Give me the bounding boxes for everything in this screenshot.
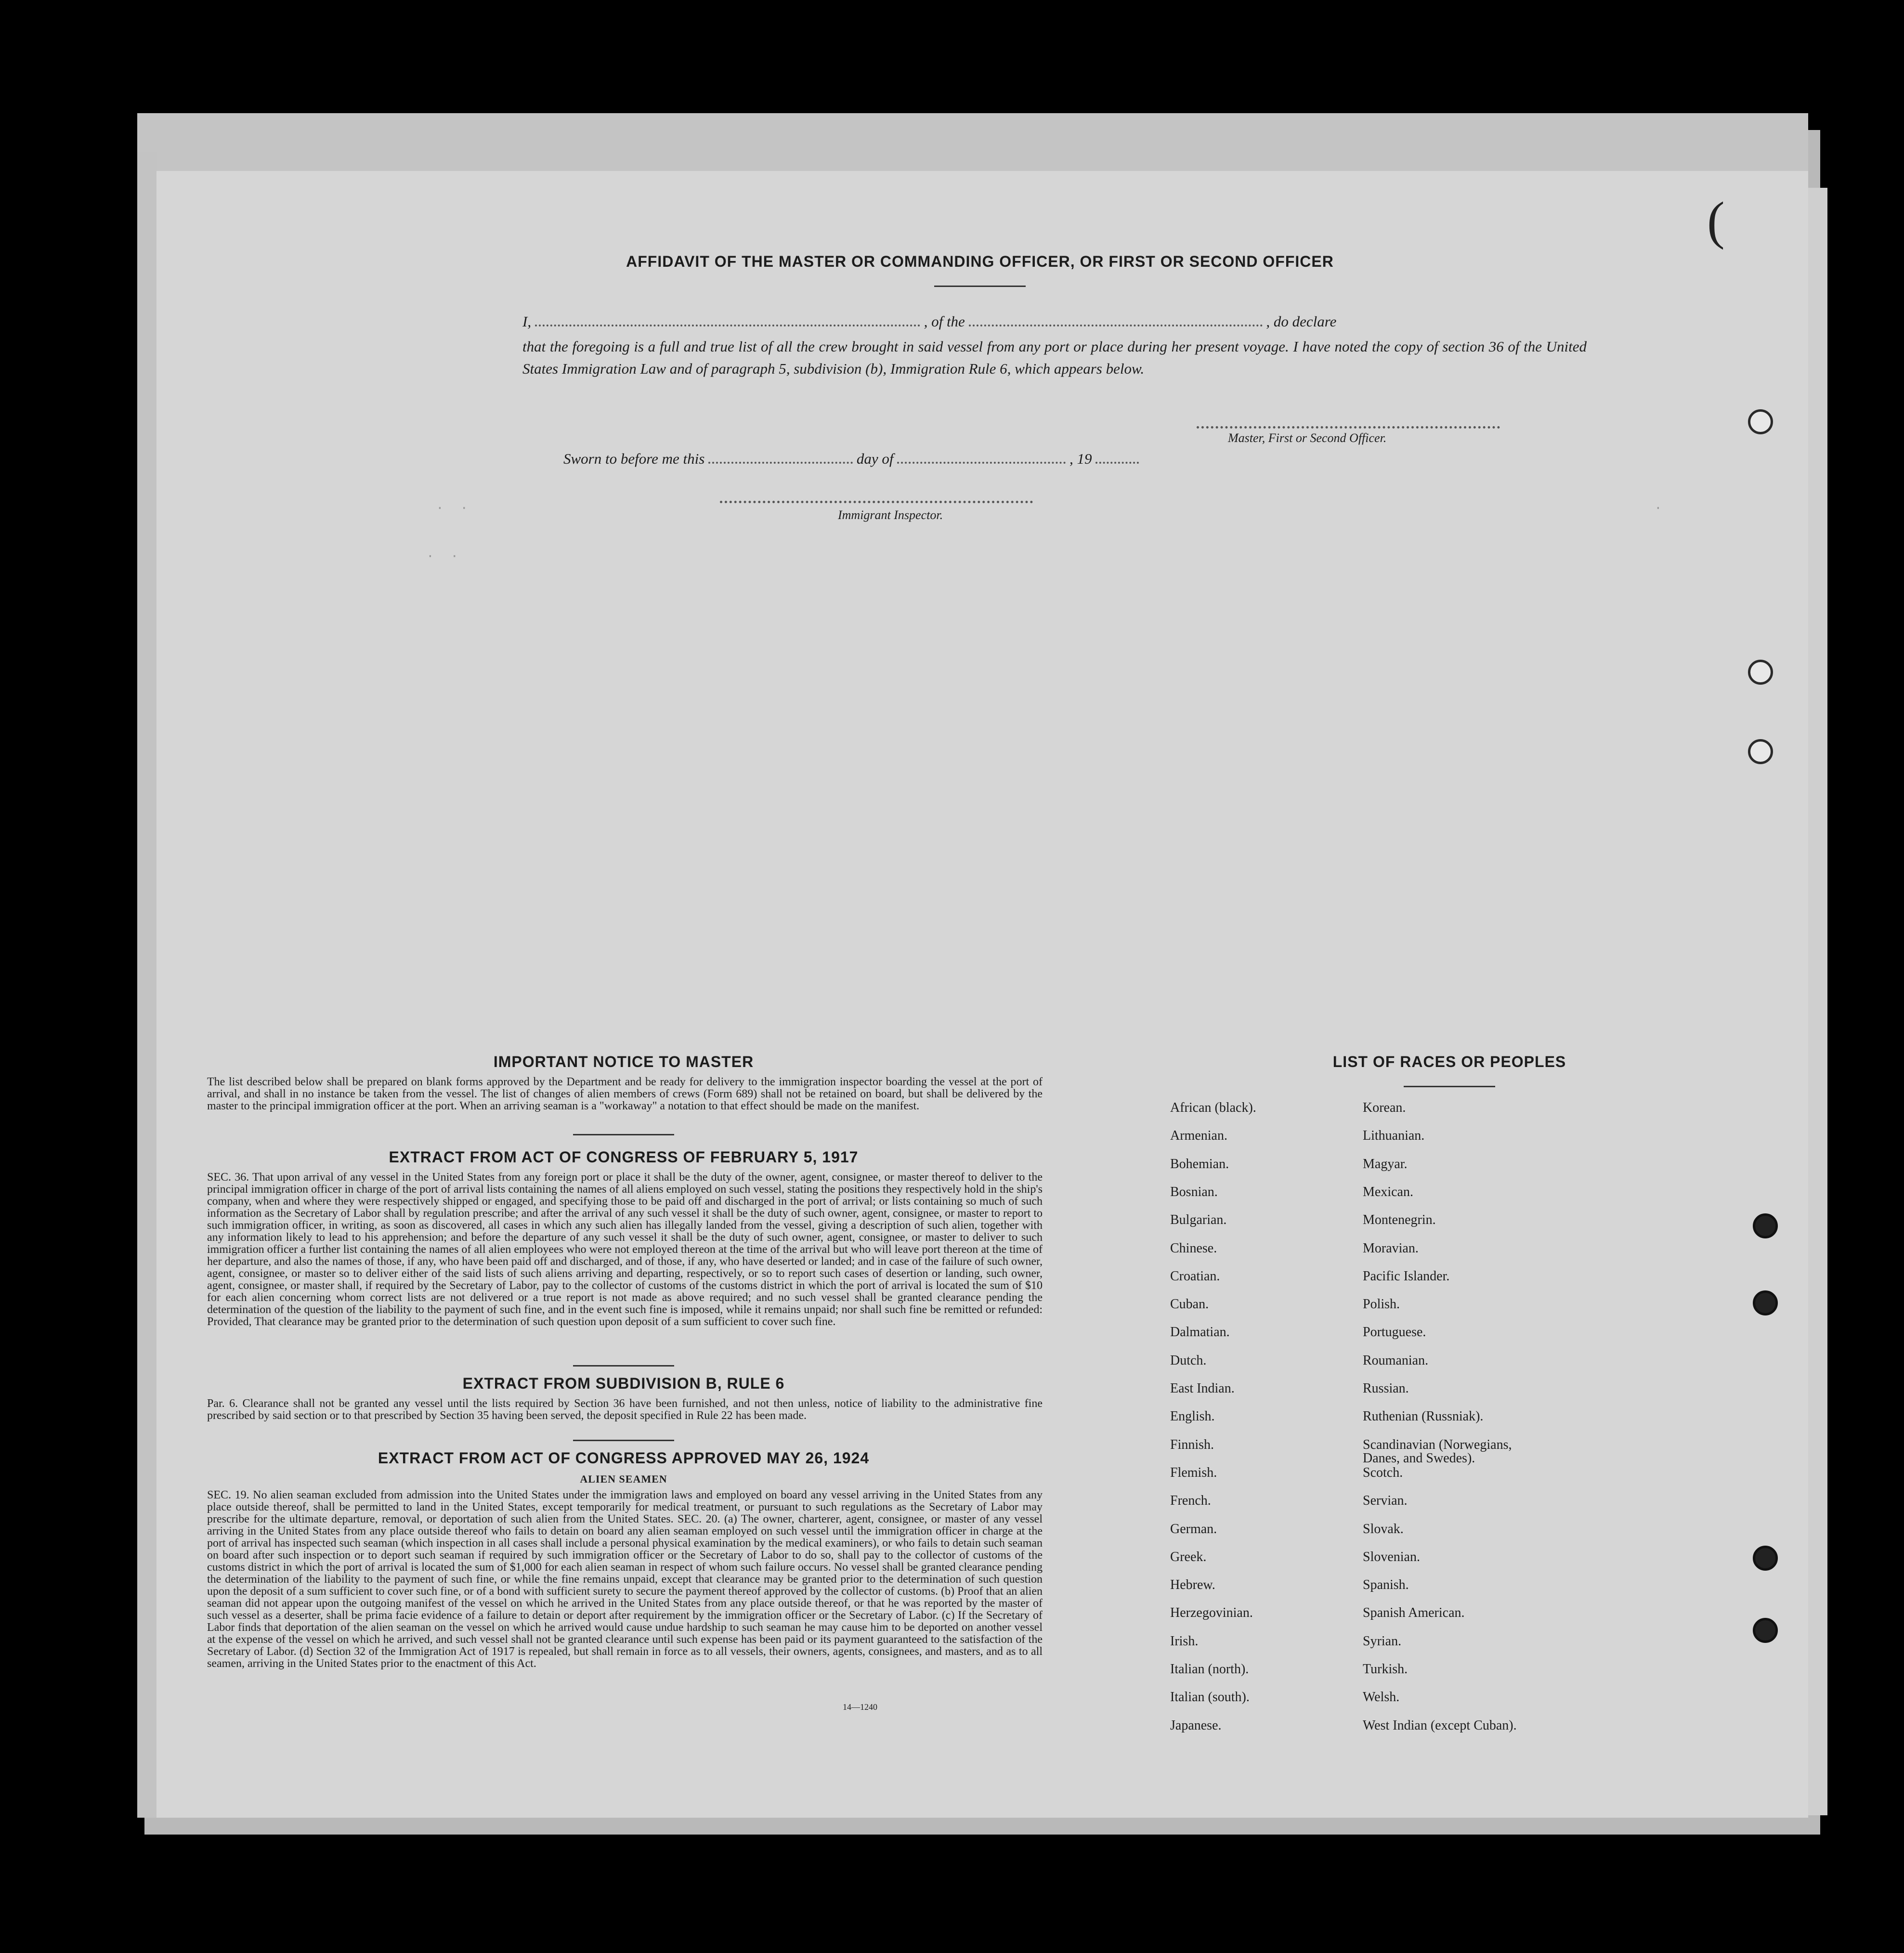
race-item: Pacific Islander. — [1363, 1268, 1450, 1284]
declarant-label: I, — [522, 313, 532, 330]
race-item: Bosnian. — [1170, 1184, 1218, 1199]
top-fold — [137, 113, 1808, 171]
extract-1917-title: EXTRACT FROM ACT OF CONGRESS OF FEBRUARY 5, 1917 — [389, 1148, 859, 1166]
left-edge — [137, 152, 156, 1818]
extract-1917-text: SEC. 36. That upon arrival of any vessel in the United States from any foreign port or place it shall be the duty of the owner, agent, consignee, or master thereof to deliver to the principal immigration officer in charge of the port of arrival lists containing the names of all aliens employed on such vessel, stating the positions they respectively hold in the ship's company, when and where they were respectively shipped or engaged, and specifying those to be paid off and discharged in the port of arrival; or lists containing so much of such information as the Secretary of Labor shall by regulation prescribe; and after the arrival of any such vessel it shall be the duty of such owner, agent, consignee, or master to report to such immigration officer, in writing, as soon as discovered, all cases in which any such alien has illegally landed from the vessel, giving a description of such alien, together with any information likely to lead to his apprehension; and before the departure of any such vessel it shall be the duty of such owner, agent, consignee, or master to deliver to such immigration officer a further list containing the names of all alien employees who were not employed thereon at the time of the arrival but who will leave port thereon at the time of her departure, and also the names of those, if any, who have been paid off and discharged, and of those, if any, who have deserted or landed; and in case of the failure of such owner, agent, consignee, or master so to deliver either of the said lists of such aliens arriving and departing, respectively, or so to report such cases of desertion or landing, such owner, agent, consignee, or master shall, if required by the Secretary of Labor, pay to the collector of customs of the customs district in which the port of arrival is located the sum of $10 for each alien concerning whom correct lists are not delivered or a true report is not made as above required; and no such vessel shall be granted clearance pending the determination of the question of the liability to the payment of such fine, and in the event such fine is imposed, while it remains unpaid; nor shall such fine be remitted or refunded: Provided, That clearance may be granted prior to the determination of such question upon deposit of a sum sufficient to cover such fine. — [207, 1171, 1043, 1328]
race-item: Italian (north). — [1170, 1662, 1249, 1677]
signature-line — [1197, 426, 1500, 429]
punch-hole-icon — [1748, 409, 1773, 434]
race-item: Japanese. — [1170, 1718, 1222, 1733]
punch-hole-icon — [1748, 660, 1773, 685]
race-item: Hebrew. — [1170, 1577, 1215, 1593]
punch-hole-icon — [1753, 1546, 1778, 1571]
punch-hole-icon — [1753, 1213, 1778, 1238]
day-of-label: day of — [856, 450, 894, 467]
race-item: Dalmatian. — [1170, 1325, 1230, 1340]
race-item: Irish. — [1170, 1633, 1199, 1649]
declare-label: , do declare — [1266, 313, 1337, 330]
race-item: English. — [1170, 1409, 1215, 1424]
notice-title: IMPORTANT NOTICE TO MASTER — [493, 1053, 754, 1070]
race-item: Croatian. — [1170, 1268, 1220, 1284]
alien-seamen-subtitle: ALIEN SEAMEN — [580, 1473, 667, 1485]
race-item: West Indian (except Cuban). — [1363, 1718, 1517, 1733]
race-item: Cuban. — [1170, 1297, 1209, 1312]
race-item: Scandinavian (Norwegians, — [1363, 1437, 1512, 1452]
title-rule — [934, 286, 1026, 287]
race-item: Moravian. — [1363, 1240, 1419, 1256]
race-item: Danes, and Swedes). — [1363, 1450, 1475, 1466]
race-item: Slovak. — [1363, 1521, 1404, 1536]
race-item: Spanish. — [1363, 1577, 1409, 1593]
race-item: Italian (south). — [1170, 1690, 1250, 1705]
punch-hole-icon — [1748, 739, 1773, 764]
vessel-name-field — [969, 325, 1263, 326]
rule6-text: Par. 6. Clearance shall not be granted any vessel until the lists required by Section 36 have been furnished, and not then unless, notice of liability to the administrative fine prescribed by said section or to that prescribed by Section 35 having been served, the deposit specified in Rule 22 has been made. — [207, 1397, 1043, 1422]
corner-mark: ( — [1707, 191, 1725, 250]
show-through-text: . . — [426, 547, 459, 561]
race-item: Polish. — [1363, 1297, 1400, 1312]
section-rule — [573, 1440, 674, 1441]
race-item: Syrian. — [1363, 1633, 1402, 1649]
affidavit-title: AFFIDAVIT OF THE MASTER OR COMMANDING OFFICER, OR FIRST OR SECOND OFFICER — [626, 253, 1334, 270]
race-item: Korean. — [1363, 1100, 1406, 1115]
race-item: Magyar. — [1363, 1156, 1408, 1172]
race-item: Turkish. — [1363, 1662, 1408, 1677]
document-page — [137, 113, 1808, 1818]
year-label: , 19 — [1069, 450, 1092, 467]
race-item: Herzegovinian. — [1170, 1605, 1253, 1621]
show-through-text: . — [1654, 498, 1662, 513]
race-item: Servian. — [1363, 1493, 1408, 1509]
race-item: Montenegrin. — [1363, 1212, 1436, 1228]
rule6-title: EXTRACT FROM SUBDIVISION B, RULE 6 — [462, 1375, 785, 1392]
race-item: Chinese. — [1170, 1240, 1217, 1256]
extract-1924-text: SEC. 19. No alien seaman excluded from admission into the United States under the immigration laws and employed on board any vessel arriving in the United States from any place outside thereof, shall be permitted to land in the United States, except temporarily for medical treatment, or pursuant to such regulations as the Secretary of Labor may prescribe for the ultimate departure, removal, or deportation of such alien from the United States. SEC. 20. (a) The owner, charterer, agent, consignee, or master of any vessel arriving in the United States from any place outside thereof who fails to detain on board any alien seaman employed on such vessel until the immigration officer in charge at the port of arrival has inspected such seaman (which inspection in all cases shall include a personal physical examination by the medical examiners), or who fails to detain such seaman on board after such inspection or to deport such seaman if required by such immigration officer or the Secretary of Labor to do so, shall pay to the collector of customs of the customs district in which the port of arrival is located the sum of $1,000 for each alien seaman in respect of whom such failure occurs. No vessel shall be granted clearance pending the determination of the liability to the payment of such fine, or while the fine remains unpaid, except that clearance may be granted prior to the determination of such question upon the deposit of a sum sufficient to cover such fine, or of a bond with sufficient surety to secure the payment thereof approved by the collector of customs. (b) Proof that an alien seaman did not appear upon the outgoing manifest of the vessel on which he arrived in the United States from any place outside thereof, or that he was reported by the master of such vessel as a deserter, shall be prima facie evidence of a failure to detain or deport after requirement by the immigration officer or the Secretary of Labor. (c) If the Secretary of Labor finds that deportation of the alien seaman on the vessel on which he arrived would cause undue hardship to such seaman he may cause him to be deported on another vessel at the expense of the vessel on which he arrived, and such vessel shall not be granted clearance until such expense has been paid or its payment guaranteed to the satisfaction of the Secretary of Labor. (d) Section 32 of the Immigration Act of 1917 is repealed, but shall remain in force as to all vessels, their owners, agents, consignees, and masters, and as to all seamen, arriving in the United States prior to the enactment of this Act. — [207, 1489, 1043, 1670]
race-item: Flemish. — [1170, 1465, 1217, 1480]
race-item: Mexican. — [1363, 1184, 1413, 1199]
extract-1924-title: EXTRACT FROM ACT OF CONGRESS APPROVED MAY 26, 1924 — [378, 1449, 870, 1467]
race-item: Slovenian. — [1363, 1549, 1420, 1564]
race-item: Dutch. — [1170, 1353, 1207, 1368]
punch-hole-icon — [1753, 1618, 1778, 1643]
inspector-signature-line — [720, 501, 1033, 503]
sworn-month-field — [897, 462, 1066, 464]
vessel-label: , of the — [924, 313, 965, 330]
section-rule — [573, 1134, 674, 1135]
signature-label: Master, First or Second Officer. — [1228, 431, 1387, 445]
race-item: Bohemian. — [1170, 1156, 1229, 1172]
race-item: Spanish American. — [1363, 1605, 1465, 1621]
race-item: Roumanian. — [1363, 1353, 1429, 1368]
punch-hole-icon — [1753, 1290, 1778, 1315]
race-item: Lithuanian. — [1363, 1128, 1425, 1144]
race-item: Finnish. — [1170, 1437, 1214, 1452]
race-item: Welsh. — [1363, 1690, 1400, 1705]
race-item: German. — [1170, 1521, 1217, 1536]
notice-text: The list described below shall be prepared on blank forms approved by the Department and be ready for delivery to the immigration inspector boarding the vessel at the port of arrival, and shall in no instance be taken from the vessel. The list of changes of alien members of crews (Form 689) shall not be retained on board, but shall be delivered by the master to the principal immigration officer at the port. When an arriving seaman is a "workaway" a notation to that effect should be made on the manifest. — [207, 1076, 1043, 1112]
sworn-day-field — [708, 462, 853, 464]
inspector-label: Immigrant Inspector. — [838, 508, 943, 522]
sworn-line — [563, 450, 1334, 468]
sworn-label: Sworn to before me this — [563, 450, 705, 467]
declarant-name-field — [535, 325, 920, 326]
race-item: Greek. — [1170, 1549, 1207, 1564]
race-item: East Indian. — [1170, 1381, 1235, 1396]
race-item: Scotch. — [1363, 1465, 1403, 1480]
section-rule — [573, 1365, 674, 1367]
race-item: African (black). — [1170, 1100, 1256, 1115]
race-item: Russian. — [1363, 1381, 1409, 1396]
affidavit-body: that the foregoing is a full and true list of all the crew brought in said vessel from any port or place during her present voyage. I have noted the copy of section 36 of the United States Immigration Law and of paragraph 5, subdivision (b), Immigration Rule 6, which appears below. — [522, 338, 1587, 377]
form-number: 14—1240 — [843, 1702, 877, 1712]
races-title-rule — [1404, 1086, 1495, 1087]
races-title: LIST OF RACES OR PEOPLES — [1332, 1053, 1566, 1070]
declaration-line — [522, 313, 1587, 330]
race-item: French. — [1170, 1493, 1211, 1509]
race-item: Ruthenian (Russniak). — [1363, 1409, 1484, 1424]
show-through-text: . . — [436, 498, 469, 513]
race-item: Portuguese. — [1363, 1325, 1426, 1340]
sworn-year-field — [1095, 462, 1139, 464]
race-item: Bulgarian. — [1170, 1212, 1227, 1228]
race-item: Armenian. — [1170, 1128, 1227, 1144]
